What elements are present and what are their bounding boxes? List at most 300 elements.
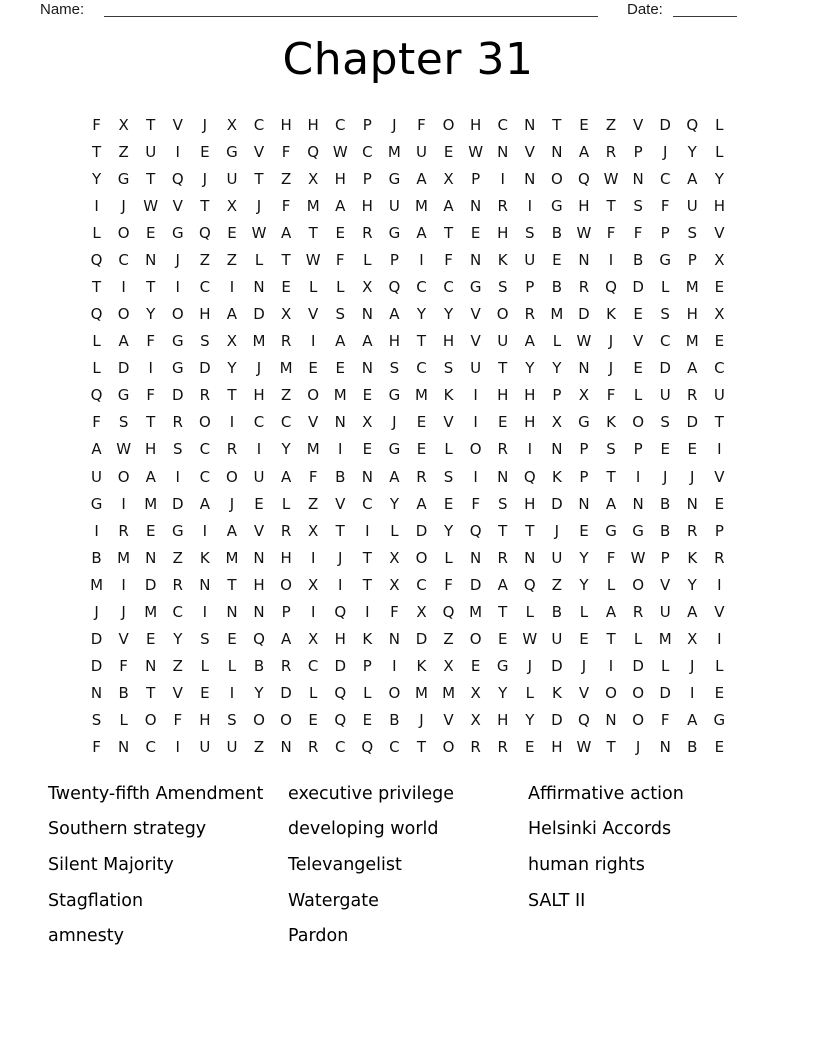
grid-letter: D (659, 359, 671, 378)
grid-letter: O (550, 169, 563, 188)
grid-letter: I (419, 250, 424, 269)
grid-letter: R (118, 521, 129, 540)
grid-letter: H (469, 115, 482, 134)
grid-letter: X (578, 386, 590, 405)
grid-letter: Y (91, 169, 102, 188)
grid-letter: N (361, 467, 373, 486)
grid-letter: X (416, 602, 427, 621)
grid-letter: L (606, 575, 616, 594)
grid-letter: I (229, 684, 235, 703)
grid-letter: L (308, 684, 318, 703)
grid-letter: E (145, 223, 156, 242)
grid-letter: H (524, 413, 536, 432)
grid-letter: Y (227, 359, 237, 378)
grid-letter: N (632, 169, 644, 188)
grid-letter: R (632, 602, 644, 621)
grid-letter: Y (443, 521, 454, 540)
grid-letter: O (632, 684, 644, 703)
grid-letter: Z (308, 494, 319, 513)
grid-letter: A (199, 494, 210, 513)
grid-letter: M (252, 332, 266, 351)
grid-letter: Z (199, 250, 210, 269)
grid-letter: R (416, 467, 427, 486)
grid-letter: K (199, 548, 210, 567)
grid-letter: B (660, 494, 671, 513)
grid-letter: Y (579, 548, 589, 567)
grid-letter: M (415, 684, 428, 703)
grid-letter: J (392, 413, 397, 432)
grid-letter: A (362, 332, 373, 351)
grid-letter: M (144, 494, 158, 513)
grid-letter: F (92, 738, 101, 757)
grid-letter: V (253, 521, 265, 540)
grid-letter: N (280, 738, 292, 757)
grid-letter: C (497, 115, 508, 134)
grid-letter: S (497, 494, 508, 513)
grid-letter: C (172, 602, 184, 621)
grid-letter: R (605, 142, 617, 161)
grid-letter: M (469, 602, 483, 621)
grid-letter: C (199, 278, 211, 296)
grid-letter: C (199, 467, 211, 486)
grid-letter: T (227, 575, 237, 594)
grid-letter: M (333, 386, 347, 405)
grid-letter: S (91, 711, 102, 730)
grid-letter: Y (498, 684, 508, 703)
grid-letter: L (363, 250, 372, 269)
grid-letter: F (146, 386, 156, 405)
grid-letter: I (717, 440, 722, 459)
grid-letter: Z (172, 548, 183, 567)
grid-letter: D (117, 359, 130, 378)
grid-letter: Q (334, 684, 347, 703)
grid-letter: T (606, 196, 616, 215)
grid-letter: L (308, 278, 318, 296)
grid-letter: P (633, 440, 643, 459)
grid-letter: P (579, 440, 589, 459)
word-list (48, 776, 684, 954)
grid-letter: E (470, 657, 481, 676)
grid-letter: M (279, 359, 293, 378)
grid-letter: A (280, 223, 292, 242)
grid-letter: T (606, 630, 616, 649)
grid-letter: G (117, 169, 130, 188)
grid-letter: L (715, 142, 724, 161)
grid-letter: H (199, 711, 211, 730)
grid-letter: K (606, 413, 616, 432)
grid-letter: G (578, 413, 590, 432)
grid-letter: X (308, 521, 319, 540)
grid-letter: G (388, 169, 401, 188)
grid-letter: T (91, 278, 102, 296)
grid-letter: B (91, 548, 102, 567)
grid-letter: C (307, 657, 319, 676)
grid-letter: S (389, 359, 400, 378)
grid-letter: G (90, 494, 103, 513)
grid-letter: W (630, 548, 646, 567)
grid-letter: L (715, 115, 724, 134)
grid-letter: X (389, 548, 400, 567)
date-blank-line (673, 16, 737, 17)
grid-letter: E (362, 711, 373, 730)
grid-letter: U (226, 169, 238, 188)
grid-letter: C (416, 359, 427, 378)
grid-letter: R (280, 657, 292, 676)
grid-letter: W (305, 250, 321, 269)
grid-letter: I (175, 278, 180, 296)
grid-letter: N (118, 738, 130, 757)
grid-letter: A (443, 196, 454, 215)
grid-letter: M (306, 440, 320, 459)
grid-letter: E (714, 738, 725, 757)
grid-letter: T (308, 223, 318, 242)
grid-letter: O (632, 575, 644, 594)
grid-letter: P (362, 169, 372, 188)
grid-letter: W (576, 223, 592, 242)
grid-letter: U (659, 602, 671, 621)
grid-letter: D (415, 521, 428, 540)
grid-letter: C (659, 169, 671, 188)
grid-letter: G (713, 711, 726, 730)
grid-letter: O (496, 305, 509, 324)
grid-letter: N (388, 630, 401, 649)
grid-letter: N (578, 359, 590, 378)
grid-letter: R (687, 386, 698, 405)
date-label: Date: (627, 1, 663, 18)
grid-letter: V (443, 413, 454, 432)
grid-letter: H (497, 386, 509, 405)
grid-letter: L (444, 440, 453, 459)
grid-letter: I (717, 575, 722, 594)
grid-letter: U (199, 738, 211, 757)
grid-letter: S (443, 359, 454, 378)
grid-letter: N (90, 684, 103, 703)
grid-letter: B (389, 711, 400, 730)
grid-letter: D (659, 115, 671, 134)
grid-letter: A (280, 467, 292, 486)
grid-letter: P (362, 115, 372, 134)
grid-letter: A (578, 142, 590, 161)
grid-letter: Y (389, 494, 399, 513)
grid-letter: B (335, 467, 346, 486)
grid-letter: F (606, 548, 616, 567)
grid-letter: N (659, 738, 671, 757)
grid-letter: O (605, 684, 617, 703)
word-list-item: SALT II (528, 890, 586, 911)
grid-letter: P (525, 278, 535, 296)
grid-letter: T (281, 250, 291, 269)
grid-letter: M (117, 548, 131, 567)
grid-letter: K (687, 548, 698, 567)
grid-letter: N (253, 548, 265, 567)
grid-letter: N (145, 657, 157, 676)
grid-letter: H (388, 332, 401, 351)
word-list-column (288, 776, 528, 954)
grid-letter: T (498, 521, 508, 540)
grid-letter: X (118, 115, 129, 134)
grid-letter: I (229, 278, 235, 296)
grid-letter: B (551, 602, 563, 621)
grid-letter: M (415, 196, 428, 215)
word-list-item: amnesty (48, 926, 124, 947)
grid-letter: T (227, 386, 237, 405)
grid-letter: A (335, 196, 346, 215)
grid-letter: M (415, 386, 428, 405)
grid-letter: U (145, 142, 157, 161)
grid-letter: C (145, 738, 156, 757)
grid-letter: B (118, 684, 129, 703)
name-label: Name: (40, 1, 85, 18)
grid-letter: E (416, 440, 427, 459)
word-list-column (528, 776, 684, 954)
grid-letter: I (202, 521, 208, 540)
grid-letter: O (226, 467, 238, 486)
grid-letter: I (608, 657, 614, 676)
grid-letter: N (145, 548, 157, 567)
grid-letter: V (524, 142, 535, 161)
grid-letter: V (172, 684, 183, 703)
grid-letter: S (633, 196, 643, 215)
grid-letter: S (606, 440, 616, 459)
grid-letter: N (524, 169, 536, 188)
grid-letter: K (416, 657, 427, 676)
grid-letter: W (468, 142, 484, 161)
grid-letter: O (198, 413, 211, 432)
grid-letter: R (172, 413, 183, 432)
grid-letter: G (469, 278, 482, 296)
grid-letter: Z (280, 169, 292, 188)
grid-letter: I (473, 467, 478, 486)
grid-letter: L (633, 630, 643, 649)
grid-letter: I (310, 332, 316, 351)
grid-letter: O (307, 386, 320, 405)
grid-letter: G (388, 223, 401, 242)
grid-letter: L (444, 548, 453, 567)
grid-letter: Y (552, 359, 562, 378)
grid-letter: E (200, 142, 210, 161)
grid-letter: J (256, 196, 262, 215)
grid-letter: Y (416, 305, 427, 324)
grid-letter: H (442, 332, 455, 351)
grid-letter: C (335, 738, 346, 757)
grid-letter: T (200, 196, 210, 215)
grid-letter: L (552, 332, 562, 351)
grid-letter: H (497, 223, 509, 242)
grid-letter: U (551, 630, 563, 649)
grid-letter: Z (551, 575, 562, 594)
grid-letter: D (551, 711, 563, 730)
grid-letter: N (578, 494, 590, 513)
grid-letter: O (442, 738, 455, 757)
grid-letter: E (281, 278, 291, 296)
grid-letter: I (500, 169, 505, 188)
grid-letter: J (392, 115, 397, 134)
grid-letter: Q (523, 467, 536, 486)
grid-letter: U (659, 386, 671, 405)
grid-letter: T (606, 738, 616, 757)
grid-letter: J (581, 657, 587, 676)
grid-letter: V (470, 332, 481, 351)
grid-letter: T (146, 169, 156, 188)
grid-letter: H (578, 196, 590, 215)
grid-letter: I (121, 575, 126, 594)
grid-letter: E (200, 684, 210, 703)
grid-letter: T (416, 332, 427, 351)
grid-letter: S (660, 413, 670, 432)
grid-letter: E (254, 494, 264, 513)
grid-letter: I (202, 602, 208, 621)
grid-letter: U (551, 548, 563, 567)
grid-letter: R (714, 548, 725, 567)
grid-letter: I (229, 413, 235, 432)
grid-letter: C (118, 250, 129, 269)
grid-letter: L (200, 657, 210, 676)
grid-letter: A (118, 332, 129, 351)
grid-letter: Q (578, 169, 590, 188)
grid-letter: N (470, 196, 482, 215)
grid-letter: E (227, 630, 237, 649)
grid-letter: O (280, 575, 292, 594)
grid-letter: M (685, 278, 699, 296)
grid-letter: Q (90, 250, 103, 269)
grid-letter: O (388, 684, 401, 703)
grid-letter: O (117, 305, 130, 324)
grid-letter: Y (525, 711, 535, 730)
grid-letter: O (117, 223, 130, 242)
grid-letter: S (227, 711, 237, 730)
grid-letter: O (415, 548, 428, 567)
word-list-item: Watergate (288, 890, 379, 911)
grid-letter: Y (714, 169, 724, 188)
grid-letter: D (280, 684, 292, 703)
grid-letter: W (143, 196, 159, 215)
grid-letter: Z (280, 386, 292, 405)
grid-letter: L (661, 278, 670, 296)
grid-letter: Z (172, 657, 183, 676)
grid-letter: S (200, 332, 210, 351)
grid-letter: E (497, 630, 508, 649)
grid-letter: K (551, 467, 562, 486)
grid-letter: E (552, 250, 562, 269)
grid-letter: E (579, 630, 589, 649)
grid-letter: A (335, 332, 346, 351)
grid-letter: I (256, 440, 262, 459)
grid-letter: D (90, 630, 103, 649)
grid-letter: M (387, 142, 401, 161)
grid-letter: M (144, 602, 158, 621)
grid-letter: A (687, 711, 698, 730)
grid-letter: Y (525, 359, 535, 378)
grid-letter: Q (334, 602, 347, 621)
grid-letter: V (118, 630, 129, 649)
grid-letter: H (524, 494, 536, 513)
grid-letter: D (253, 305, 265, 324)
grid-letter: N (199, 575, 211, 594)
grid-letter: H (280, 115, 292, 134)
grid-letter: A (416, 223, 427, 242)
grid-letter: A (226, 305, 238, 324)
grid-letter: E (714, 332, 725, 351)
grid-letter: R (497, 440, 508, 459)
grid-letter: I (175, 142, 180, 161)
grid-letter: E (362, 440, 373, 459)
grid-letter: S (173, 440, 183, 459)
grid-letter: A (389, 467, 400, 486)
grid-letter: W (576, 738, 592, 757)
grid-letter: I (148, 359, 153, 378)
grid-letter: T (362, 575, 372, 594)
grid-letter: D (171, 494, 184, 513)
grid-letter: X (362, 278, 373, 296)
grid-letter: E (362, 386, 373, 405)
grid-letter: T (146, 413, 156, 432)
word-list-item: Twenty-fifth Amendment (48, 783, 264, 804)
grid-letter: Q (578, 711, 590, 730)
grid-letter: I (365, 602, 370, 621)
grid-letter: S (443, 467, 454, 486)
grid-letter: Y (173, 630, 183, 649)
grid-letter: C (416, 575, 427, 594)
grid-letter: C (253, 413, 265, 432)
grid-letter: U (226, 738, 238, 757)
grid-letter: H (199, 305, 211, 324)
grid-letter: P (362, 657, 372, 676)
grid-letter: T (498, 602, 508, 621)
grid-letter: A (389, 305, 400, 324)
grid-letter: X (714, 250, 725, 269)
grid-letter: E (308, 711, 318, 730)
grid-letter: T (335, 521, 345, 540)
grid-letter: H (524, 386, 536, 405)
grid-letter: F (92, 413, 101, 432)
grid-letter: Q (442, 602, 455, 621)
word-list-item: executive privilege (288, 783, 455, 804)
grid-letter: P (471, 169, 481, 188)
grid-letter: O (280, 711, 292, 730)
grid-letter: E (416, 413, 427, 432)
grid-letter: F (308, 467, 318, 486)
grid-letter: Q (198, 223, 211, 242)
word-list-item: Televangelist (288, 854, 402, 875)
grid-letter: U (470, 359, 482, 378)
grid-letter: N (686, 494, 698, 513)
grid-letter: H (334, 630, 346, 649)
grid-letter: R (362, 223, 373, 242)
grid-letter: J (229, 494, 235, 513)
grid-letter: K (362, 630, 373, 649)
grid-letter: I (310, 602, 316, 621)
grid-letter: I (365, 521, 370, 540)
grid-letter: V (308, 305, 319, 324)
grid-letter: F (606, 386, 616, 405)
grid-letter: F (660, 711, 670, 730)
grid-letter: D (415, 630, 428, 649)
grid-letter: U (686, 196, 698, 215)
grid-letter: U (91, 467, 103, 486)
grid-letter: N (226, 602, 238, 621)
grid-letter: J (121, 196, 126, 215)
grid-letter: W (603, 169, 619, 188)
grid-letter: J (690, 657, 695, 676)
grid-letter: N (578, 250, 590, 269)
grid-letter: N (145, 250, 157, 269)
grid-letter: H (361, 196, 373, 215)
grid-letter: M (90, 575, 104, 594)
grid-letter: X (389, 575, 400, 594)
grid-letter: E (579, 521, 589, 540)
grid-letter: I (175, 467, 180, 486)
grid-letter: E (335, 359, 345, 378)
